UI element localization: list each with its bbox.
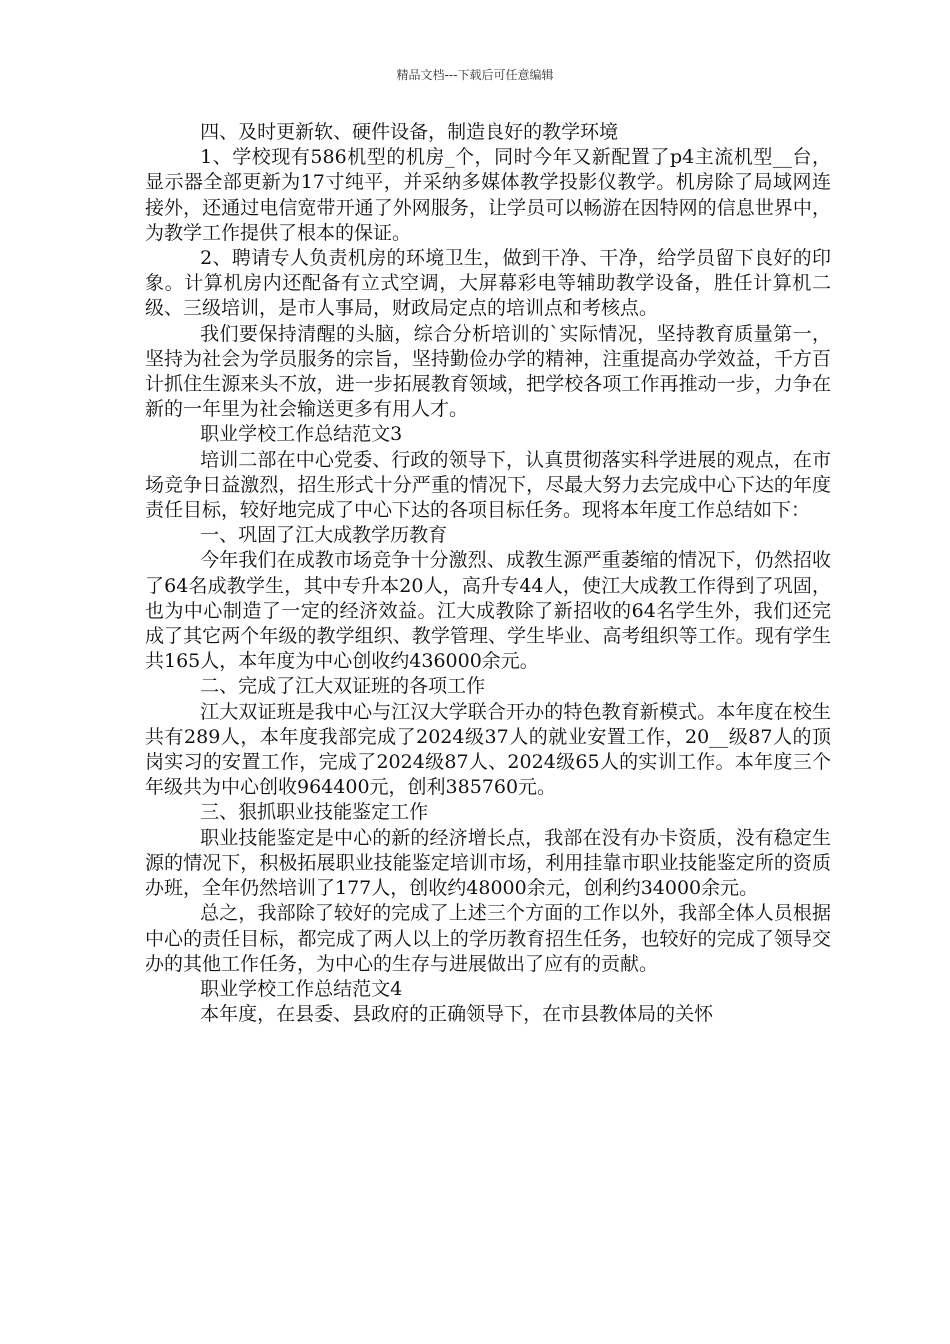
document-body	[145, 120, 831, 1027]
article-title-4: 职业学校工作总结范文4	[200, 977, 403, 1000]
paragraph: 总之，我部除了较好的完成了上述三个方面的工作以外，我部全体人员根据中心的责任目标，都完成了两人以上的学历教育招生任务，也较好的完成了领导交办的其他工作任务，为中心的生存与进展做出了应有的贡献。	[145, 902, 831, 975]
paragraph: 培训二部在中心党委、行政的领导下，认真贯彻落实科学进展的观点，在市场竞争日益激烈，招生形式十分严重的情况下，尽最大努力去完成中心下达的年度责任目标，较好地完成了中心下达的各项目标任务。现将本年度工作总结如下：	[145, 448, 831, 522]
paragraph: 1、学校现有586机型的机房_个，同时今年又新配置了p4主流机型__台，显示器全部更新为17寸纯平，并采纳多媒体教学投影仪教学。机房除了局域网连接外，还通过电信宽带开通了外网服务，让学员可以畅游在因特网的信息世界中，为教学工作提供了根本的保证。	[145, 146, 831, 244]
section-heading-4: 四、及时更新软、硬件设备，制造良好的教学环境	[200, 121, 619, 143]
section-heading-1: 一、巩固了江大成教学历教育	[200, 524, 448, 547]
paragraph: 本年度，在县委、县政府的正确领导下，在市县教体局的关怀	[200, 1003, 714, 1026]
paragraph: 2、聘请专人负责机房的环境卫生，做到干净、干净，给学员留下良好的印象。计算机房内还配备有立式空调，大屏幕彩电等辅助教学设备，胜任计算机二级、三级培训，是市人事局，财政局定点的培训点和考核点。	[145, 247, 831, 320]
article-title-3: 职业学校工作总结范文3	[200, 423, 403, 446]
paragraph: 职业技能鉴定是中心的新的经济增长点，我部在没有办卡资质，没有稳定生源的情况下，积极拓展职业技能鉴定培训市场，利用挂靠市职业技能鉴定所的资质办班，全年仍然培训了177人，创收约48000余元，创利约34000余元。	[145, 826, 831, 900]
paragraph: 江大双证班是我中心与江汉大学联合开办的特色教育新模式。本年度在校生共有289人，本年度我部完成了2024级37人的就业安置工作，20__级87人的顶岗实习的安置工作，完成了2024级87人、2024级65人的实训工作。本年度三个年级共为中心创收964400元，创利385760元。	[145, 700, 831, 799]
paragraph: 我们要保持清醒的头脑，综合分析培训的`实际情况，坚持教育质量第一，坚持为社会为学员服务的宗旨，坚持勤俭办学的精神，注重提高办学效益，千方百计抓住生源来头不放，进一步拓展教育领域，把学校各项工作再推动一步，力争在新的一年里为社会输送更多有用人才。	[145, 322, 831, 421]
section-heading-2: 二、完成了江大双证班的各项工作	[200, 675, 486, 698]
page-header: 精品文档---下载后可任意编辑	[396, 68, 554, 82]
section-heading-3: 三、狠抓职业技能鉴定工作	[200, 801, 429, 824]
paragraph: 今年我们在成教市场竞争十分激烈、成教生源严重萎缩的情况下，仍然招收了64名成教学生，其中专升本20人，高升专44人，使江大成教工作得到了巩固，也为中心制造了一定的经济效益。江大成教除了新招收的64名学生外，我们还完成了其它两个年级的教学组织、教学管理、学生毕业、高考组织等工作。现有学生共165人，本年度为中心创收约436000余元。	[145, 549, 831, 673]
